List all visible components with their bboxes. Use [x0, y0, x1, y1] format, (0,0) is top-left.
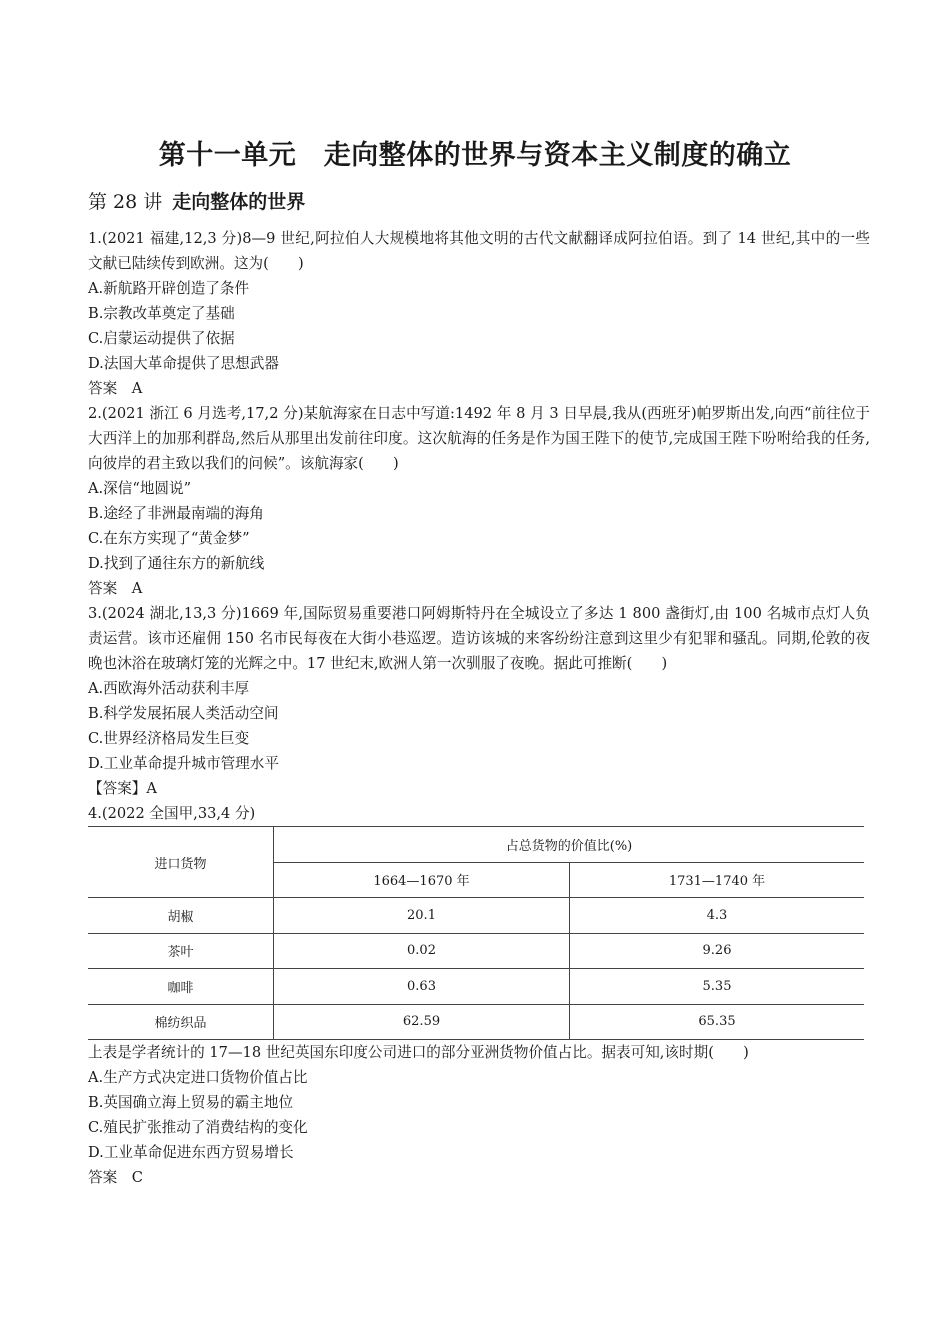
lecture-number: 第 28 讲	[88, 191, 163, 213]
table-cell-goods: 棉纺织品	[88, 1004, 274, 1040]
question-2-option-d: D.找到了通往东方的新航线	[88, 555, 265, 572]
table-row	[88, 898, 864, 934]
table-cell-value: 20.1	[274, 898, 570, 934]
table-row	[88, 933, 864, 969]
table-cell-value: 4.3	[570, 898, 865, 934]
lecture-name: 走向整体的世界	[172, 191, 306, 213]
question-2-option-b: B.途经了非洲最南端的海角	[88, 505, 264, 522]
question-3-stem: 3.(2024 湖北,13,3 分)1669 年,国际贸易重要港口阿姆斯特丹在全城设立了多达 1 800 盏街灯,由 100 名城市点灯人负责运营。该市还雇佣 150 名市民每夜在大街小巷巡逻。造访该城的来客纷纷注意到这里少有犯罪和骚乱。同期,伦敦的夜晚也沐浴在玻璃灯笼的光辉之中。17 世纪末,欧洲人第一次驯服了夜晚。据此可推断( )	[88, 605, 870, 672]
table-cell-goods: 胡椒	[88, 898, 274, 934]
import-goods-table	[88, 826, 864, 1040]
question-4-option-c: C.殖民扩张推动了消费结构的变化	[88, 1119, 308, 1136]
question-3-answer: 【答案】A	[88, 780, 157, 797]
table-cell-value: 9.26	[570, 933, 865, 969]
lecture-title	[88, 187, 305, 214]
question-2-stem: 2.(2021 浙江 6 月选考,17,2 分)某航海家在日志中写道:1492 年 8 月 3 日早晨,我从(西班牙)帕罗斯出发,向西“前往位于大西洋上的加那利群岛,然后从那里出发前往印度。这次航海的任务是作为国王陛下的使节,完成国王陛下吩咐给我的任务,向彼岸的君主致以我们的问候”。该航海家( )	[88, 405, 871, 472]
question-1-option-a: A.新航路开辟创造了条件	[88, 280, 250, 297]
table-header-goods: 进口货物	[88, 827, 274, 898]
table-header-period-1: 1664—1670 年	[274, 862, 570, 898]
question-4-answer: 答案 C	[88, 1169, 143, 1186]
question-1-stem: 1.(2021 福建,12,3 分)8—9 世纪,阿拉伯人大规模地将其他文明的古代文献翻译成阿拉伯语。到了 14 世纪,其中的一些文献已陆续传到欧洲。这为( )	[88, 230, 870, 272]
question-4-header: 4.(2022 全国甲,33,4 分)	[88, 805, 256, 822]
question-4-option-d: D.工业革命促进东西方贸易增长	[88, 1144, 294, 1161]
table-cell-goods: 茶叶	[88, 933, 274, 969]
question-4-stem: 上表是学者统计的 17—18 世纪英国东印度公司进口的部分亚洲货物价值占比。据表可知,该时期( )	[88, 1044, 749, 1061]
question-list	[88, 226, 870, 1190]
table-cell-value: 0.02	[274, 933, 570, 969]
question-3-option-d: D.工业革命提升城市管理水平	[88, 755, 279, 772]
table-header-row	[88, 827, 864, 863]
question-3-option-a: A.西欧海外活动获利丰厚	[88, 680, 250, 697]
unit-title: 第十一单元 走向整体的世界与资本主义制度的确立	[158, 140, 792, 171]
table-header-value-share: 占总货物的价值比(%)	[274, 827, 865, 863]
question-1-option-b: B.宗教改革奠定了基础	[88, 305, 235, 322]
question-3-option-c: C.世界经济格局发生巨变	[88, 730, 250, 747]
question-1-option-d: D.法国大革命提供了思想武器	[88, 355, 279, 372]
table-cell-value: 65.35	[570, 1004, 865, 1040]
question-2-answer: 答案 A	[88, 580, 143, 597]
question-1-answer: 答案 A	[88, 380, 143, 397]
table-cell-goods: 咖啡	[88, 969, 274, 1005]
question-4-option-b: B.英国确立海上贸易的霸主地位	[88, 1094, 294, 1111]
table-row	[88, 969, 864, 1005]
question-2-option-c: C.在东方实现了“黄金梦”	[88, 530, 250, 547]
question-4-option-a: A.生产方式决定进口货物价值占比	[88, 1069, 308, 1086]
question-2-option-a: A.深信“地圆说”	[88, 480, 192, 497]
table-row	[88, 1004, 864, 1040]
table-header-period-2: 1731—1740 年	[570, 862, 865, 898]
table-cell-value: 62.59	[274, 1004, 570, 1040]
question-3-option-b: B.科学发展拓展人类活动空间	[88, 705, 279, 722]
table-cell-value: 0.63	[274, 969, 570, 1005]
question-1-option-c: C.启蒙运动提供了依据	[88, 330, 235, 347]
table-cell-value: 5.35	[570, 969, 865, 1005]
